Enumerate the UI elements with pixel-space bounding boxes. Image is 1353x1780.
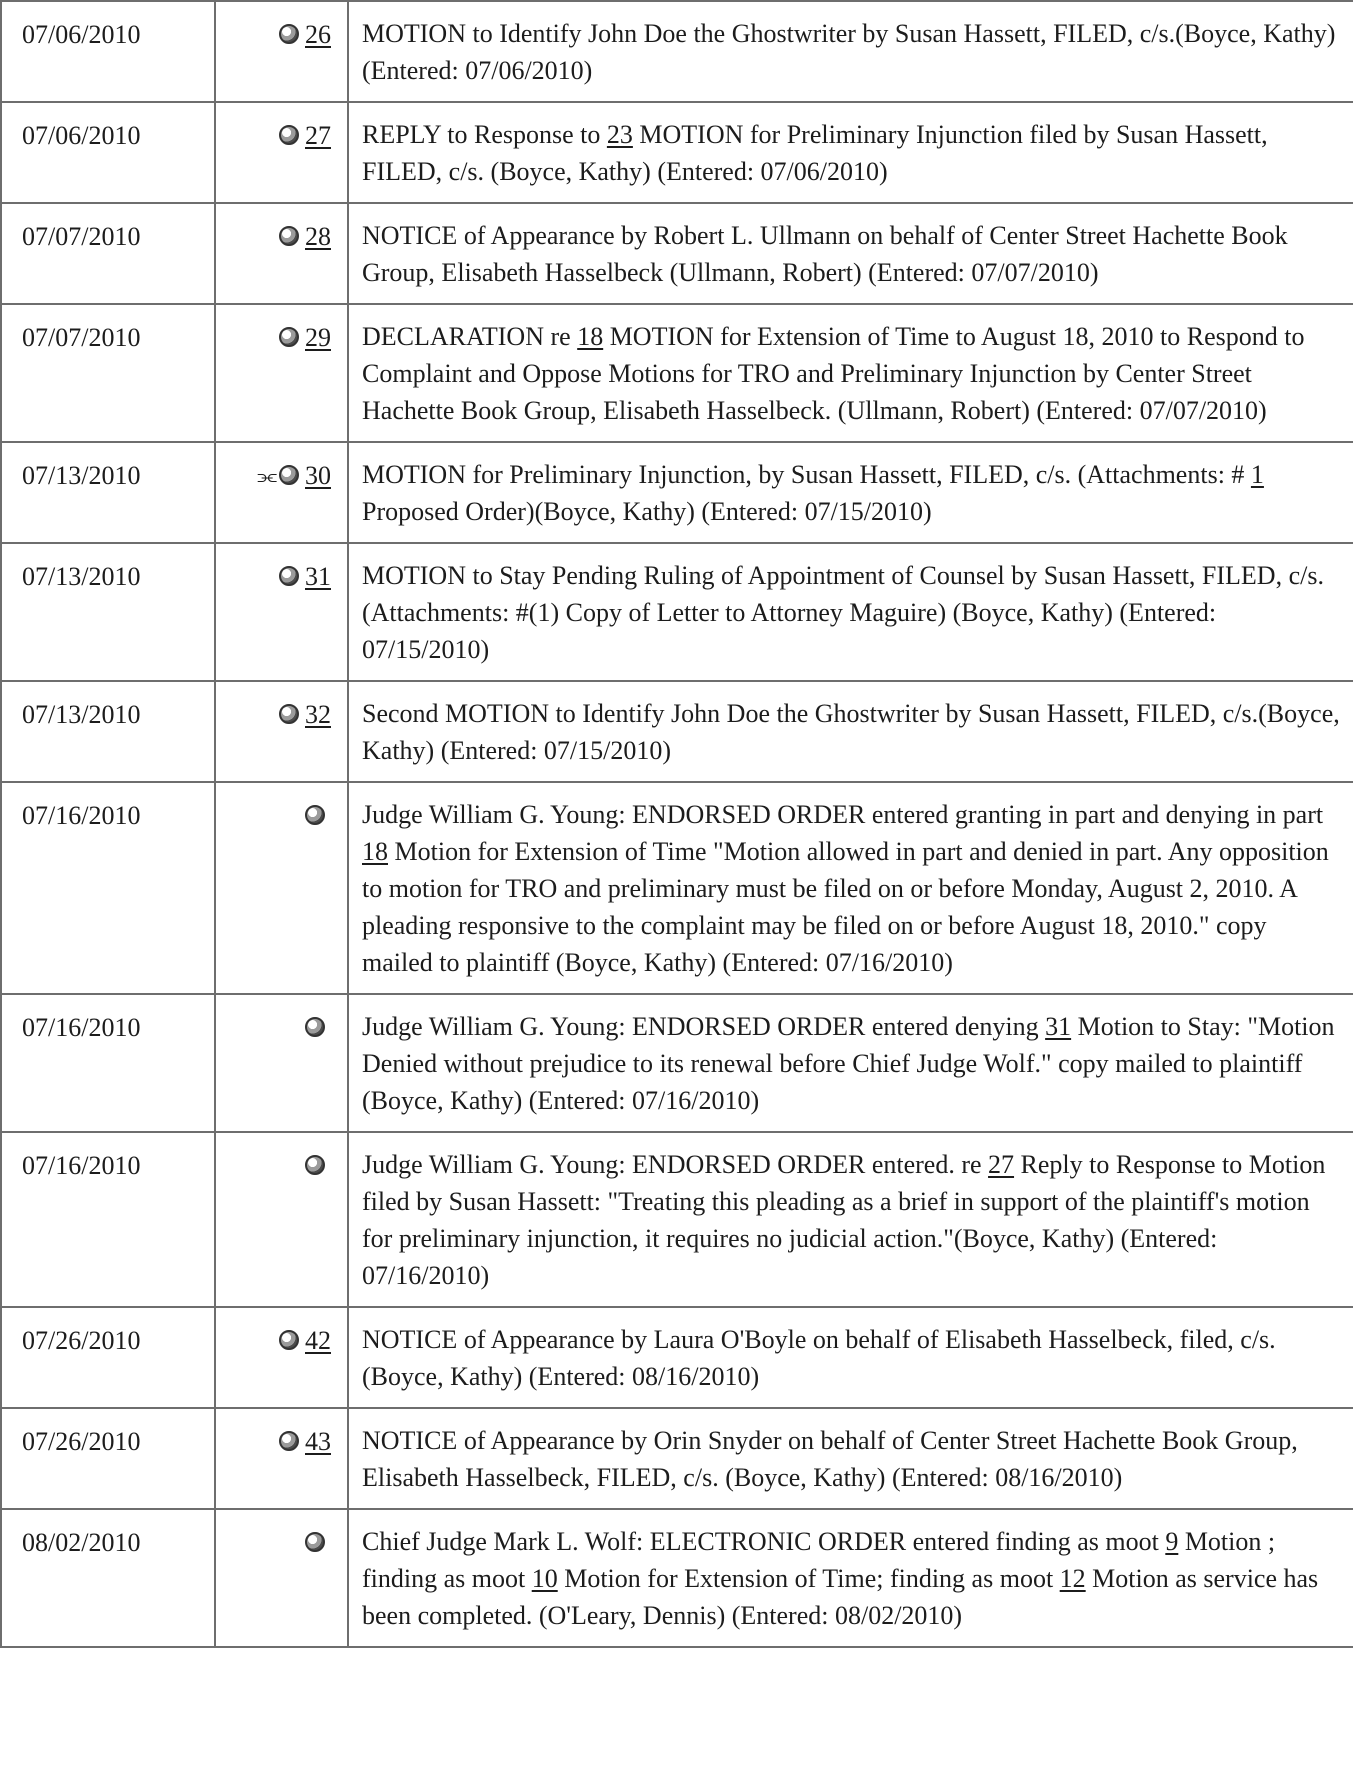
docket-table-body xyxy=(1,1,1353,1647)
document-globe-icon[interactable] xyxy=(279,1330,299,1350)
docket-row xyxy=(1,1509,1353,1647)
entry-date: 07/13/2010 xyxy=(1,442,215,543)
referenced-docket-link[interactable]: 27 xyxy=(988,1150,1015,1179)
entry-date: 07/07/2010 xyxy=(1,304,215,442)
attachment-icon[interactable]: ⫘ xyxy=(257,463,277,488)
entry-number-cell xyxy=(215,442,348,543)
referenced-docket-link[interactable]: 18 xyxy=(362,837,388,866)
document-globe-icon[interactable] xyxy=(305,1155,325,1175)
entry-text xyxy=(348,1,1353,102)
document-number-link[interactable]: 42 xyxy=(305,1326,331,1355)
referenced-docket-link[interactable]: 10 xyxy=(531,1564,558,1593)
entry-text xyxy=(348,1132,1353,1307)
referenced-docket-link[interactable]: 12 xyxy=(1059,1564,1086,1593)
entry-text-segment: NOTICE of Appearance by Orin Snyder on behalf of Center Street Hachette Book Group, Elisabeth Hasselbeck, FILED, c/s. (Boyce, Kathy) (Entered: 08/16/2010) xyxy=(362,1426,1298,1492)
document-globe-icon[interactable] xyxy=(279,226,299,246)
entry-number-cell xyxy=(215,994,348,1132)
entry-text xyxy=(348,203,1353,304)
document-globe-icon[interactable] xyxy=(305,805,325,825)
entry-text xyxy=(348,304,1353,442)
entry-number-cell xyxy=(215,1408,348,1509)
entry-text-segment: Reply to Response to Motion filed by Susan Hassett: "Treating this pleading as a brief in support of the plaintiff's motion for preliminary injunction, it requires no judicial action."(Boyce, Kathy) (Entered: 07/16/2010) xyxy=(362,1150,1326,1290)
document-globe-icon[interactable] xyxy=(279,704,299,724)
document-number-link[interactable]: 29 xyxy=(305,323,331,352)
entry-text xyxy=(348,102,1353,203)
entry-text-segment: REPLY to Response to xyxy=(362,120,607,149)
entry-date: 07/16/2010 xyxy=(1,1132,215,1307)
docket-row xyxy=(1,782,1353,994)
docket-row xyxy=(1,102,1353,203)
entry-text xyxy=(348,543,1353,681)
entry-number-cell xyxy=(215,1307,348,1408)
entry-date: 07/06/2010 xyxy=(1,1,215,102)
entry-text-segment: Motion ; finding as moot xyxy=(362,1527,1276,1593)
entry-text-segment: Judge William G. Young: ENDORSED ORDER entered. re xyxy=(362,1150,989,1179)
docket-row xyxy=(1,304,1353,442)
entry-text-segment: Judge William G. Young: ENDORSED ORDER entered denying xyxy=(362,1012,1046,1041)
referenced-docket-link[interactable]: 23 xyxy=(606,120,633,149)
document-globe-icon[interactable] xyxy=(279,125,299,145)
entry-date: 07/16/2010 xyxy=(1,782,215,994)
entry-date: 07/06/2010 xyxy=(1,102,215,203)
entry-text xyxy=(348,681,1353,782)
entry-text xyxy=(348,994,1353,1132)
entry-number-cell xyxy=(215,1509,348,1647)
entry-date: 08/02/2010 xyxy=(1,1509,215,1647)
docket-row xyxy=(1,543,1353,681)
entry-number-cell xyxy=(215,1,348,102)
entry-number-cell xyxy=(215,304,348,442)
entry-text xyxy=(348,1307,1353,1408)
entry-date: 07/26/2010 xyxy=(1,1307,215,1408)
document-number-link[interactable]: 26 xyxy=(305,20,331,49)
referenced-docket-link[interactable]: 31 xyxy=(1045,1012,1072,1041)
entry-number-cell xyxy=(215,543,348,681)
entry-text-segment: DECLARATION re xyxy=(362,322,578,351)
entry-number-cell xyxy=(215,782,348,994)
referenced-docket-link[interactable]: 1 xyxy=(1250,460,1264,489)
entry-number-cell xyxy=(215,1132,348,1307)
entry-text-segment: Motion to Stay: "Motion Denied without prejudice to its renewal before Chief Judge Wolf." copy mailed to plaintiff (Boyce, Kathy) (Entered: 07/16/2010) xyxy=(362,1012,1335,1115)
entry-date: 07/13/2010 xyxy=(1,543,215,681)
document-globe-icon[interactable] xyxy=(279,24,299,44)
document-globe-icon[interactable] xyxy=(279,566,299,586)
document-globe-icon[interactable] xyxy=(279,327,299,347)
entry-text-segment: Judge William G. Young: ENDORSED ORDER entered granting in part and denying in part xyxy=(362,800,1324,829)
docket-row xyxy=(1,1307,1353,1408)
document-globe-icon[interactable] xyxy=(305,1017,325,1037)
entry-text-segment: NOTICE of Appearance by Laura O'Boyle on behalf of Elisabeth Hasselbeck, filed, c/s. (Boyce, Kathy) (Entered: 08/16/2010) xyxy=(362,1325,1276,1391)
entry-text xyxy=(348,1509,1353,1647)
entry-text-segment: MOTION for Preliminary Injunction filed by Susan Hassett, FILED, c/s. (Boyce, Kathy) (Entered: 07/06/2010) xyxy=(362,120,1268,186)
entry-date: 07/16/2010 xyxy=(1,994,215,1132)
docket-row xyxy=(1,1132,1353,1307)
entry-date: 07/26/2010 xyxy=(1,1408,215,1509)
entry-text-segment: NOTICE of Appearance by Robert L. Ullmann on behalf of Center Street Hachette Book Group, Elisabeth Hasselbeck (Ullmann, Robert) (Entered: 07/07/2010) xyxy=(362,221,1288,287)
entry-text-segment: Motion as service has been completed. (O'Leary, Dennis) (Entered: 08/02/2010) xyxy=(362,1564,1319,1630)
entry-text xyxy=(348,782,1353,994)
entry-number-cell xyxy=(215,102,348,203)
entry-text-segment: Proposed Order)(Boyce, Kathy) (Entered: 07/15/2010) xyxy=(362,497,932,526)
docket-row xyxy=(1,442,1353,543)
entry-text-segment: MOTION to Stay Pending Ruling of Appointment of Counsel by Susan Hassett, FILED, c/s. (Attachments: #(1) Copy of Letter to Attorney Maguire) (Boyce, Kathy) (Entered: 07/15/2010) xyxy=(362,561,1324,664)
referenced-docket-link[interactable]: 18 xyxy=(577,322,604,351)
referenced-docket-link[interactable]: 9 xyxy=(1165,1527,1179,1556)
document-globe-icon[interactable] xyxy=(279,465,299,485)
entry-text-segment: Motion for Extension of Time; finding as moot xyxy=(557,1564,1060,1593)
docket-row xyxy=(1,994,1353,1132)
docket-row xyxy=(1,1408,1353,1509)
entry-date: 07/13/2010 xyxy=(1,681,215,782)
entry-text-segment: Second MOTION to Identify John Doe the Ghostwriter by Susan Hassett, FILED, c/s.(Boyce, Kathy) (Entered: 07/15/2010) xyxy=(362,699,1340,765)
entry-text-segment: MOTION for Preliminary Injunction, by Susan Hassett, FILED, c/s. (Attachments: # xyxy=(362,460,1251,489)
entry-text-segment: MOTION to Identify John Doe the Ghostwriter by Susan Hassett, FILED, c/s.(Boyce, Kathy) (Entered: 07/06/2010) xyxy=(362,19,1336,85)
document-globe-icon[interactable] xyxy=(305,1532,325,1552)
entry-date: 07/07/2010 xyxy=(1,203,215,304)
entry-text-segment: Chief Judge Mark L. Wolf: ELECTRONIC ORDER entered finding as moot xyxy=(362,1527,1166,1556)
entry-text-segment: Motion for Extension of Time "Motion allowed in part and denied in part. Any opposition to motion for TRO and preliminary must be filed on or before Monday, August 2, 2010. A pleading responsive to the complaint may be filed on or before August 18, 2010." copy mailed to plaintiff (Boyce, Kathy) (Entered: 07/16/2010) xyxy=(362,837,1329,977)
document-number-link[interactable]: 31 xyxy=(305,562,331,591)
document-number-link[interactable]: 30 xyxy=(305,461,331,490)
entry-text xyxy=(348,1408,1353,1509)
docket-row xyxy=(1,1,1353,102)
entry-text xyxy=(348,442,1353,543)
document-number-link[interactable]: 27 xyxy=(305,121,331,150)
docket-row xyxy=(1,681,1353,782)
entry-number-cell xyxy=(215,203,348,304)
document-number-link[interactable]: 43 xyxy=(305,1427,331,1456)
document-globe-icon[interactable] xyxy=(279,1431,299,1451)
entry-text-segment: MOTION for Extension of Time to August 18, 2010 to Respond to Complaint and Oppose Motions for TRO and Preliminary Injunction by Center Street Hachette Book Group, Elisabeth Hasselbeck. (Ullmann, Robert) (Entered: 07/07/2010) xyxy=(362,322,1305,425)
document-number-link[interactable]: 28 xyxy=(305,222,331,251)
document-number-link[interactable]: 32 xyxy=(305,700,331,729)
entry-number-cell xyxy=(215,681,348,782)
docket-row xyxy=(1,203,1353,304)
